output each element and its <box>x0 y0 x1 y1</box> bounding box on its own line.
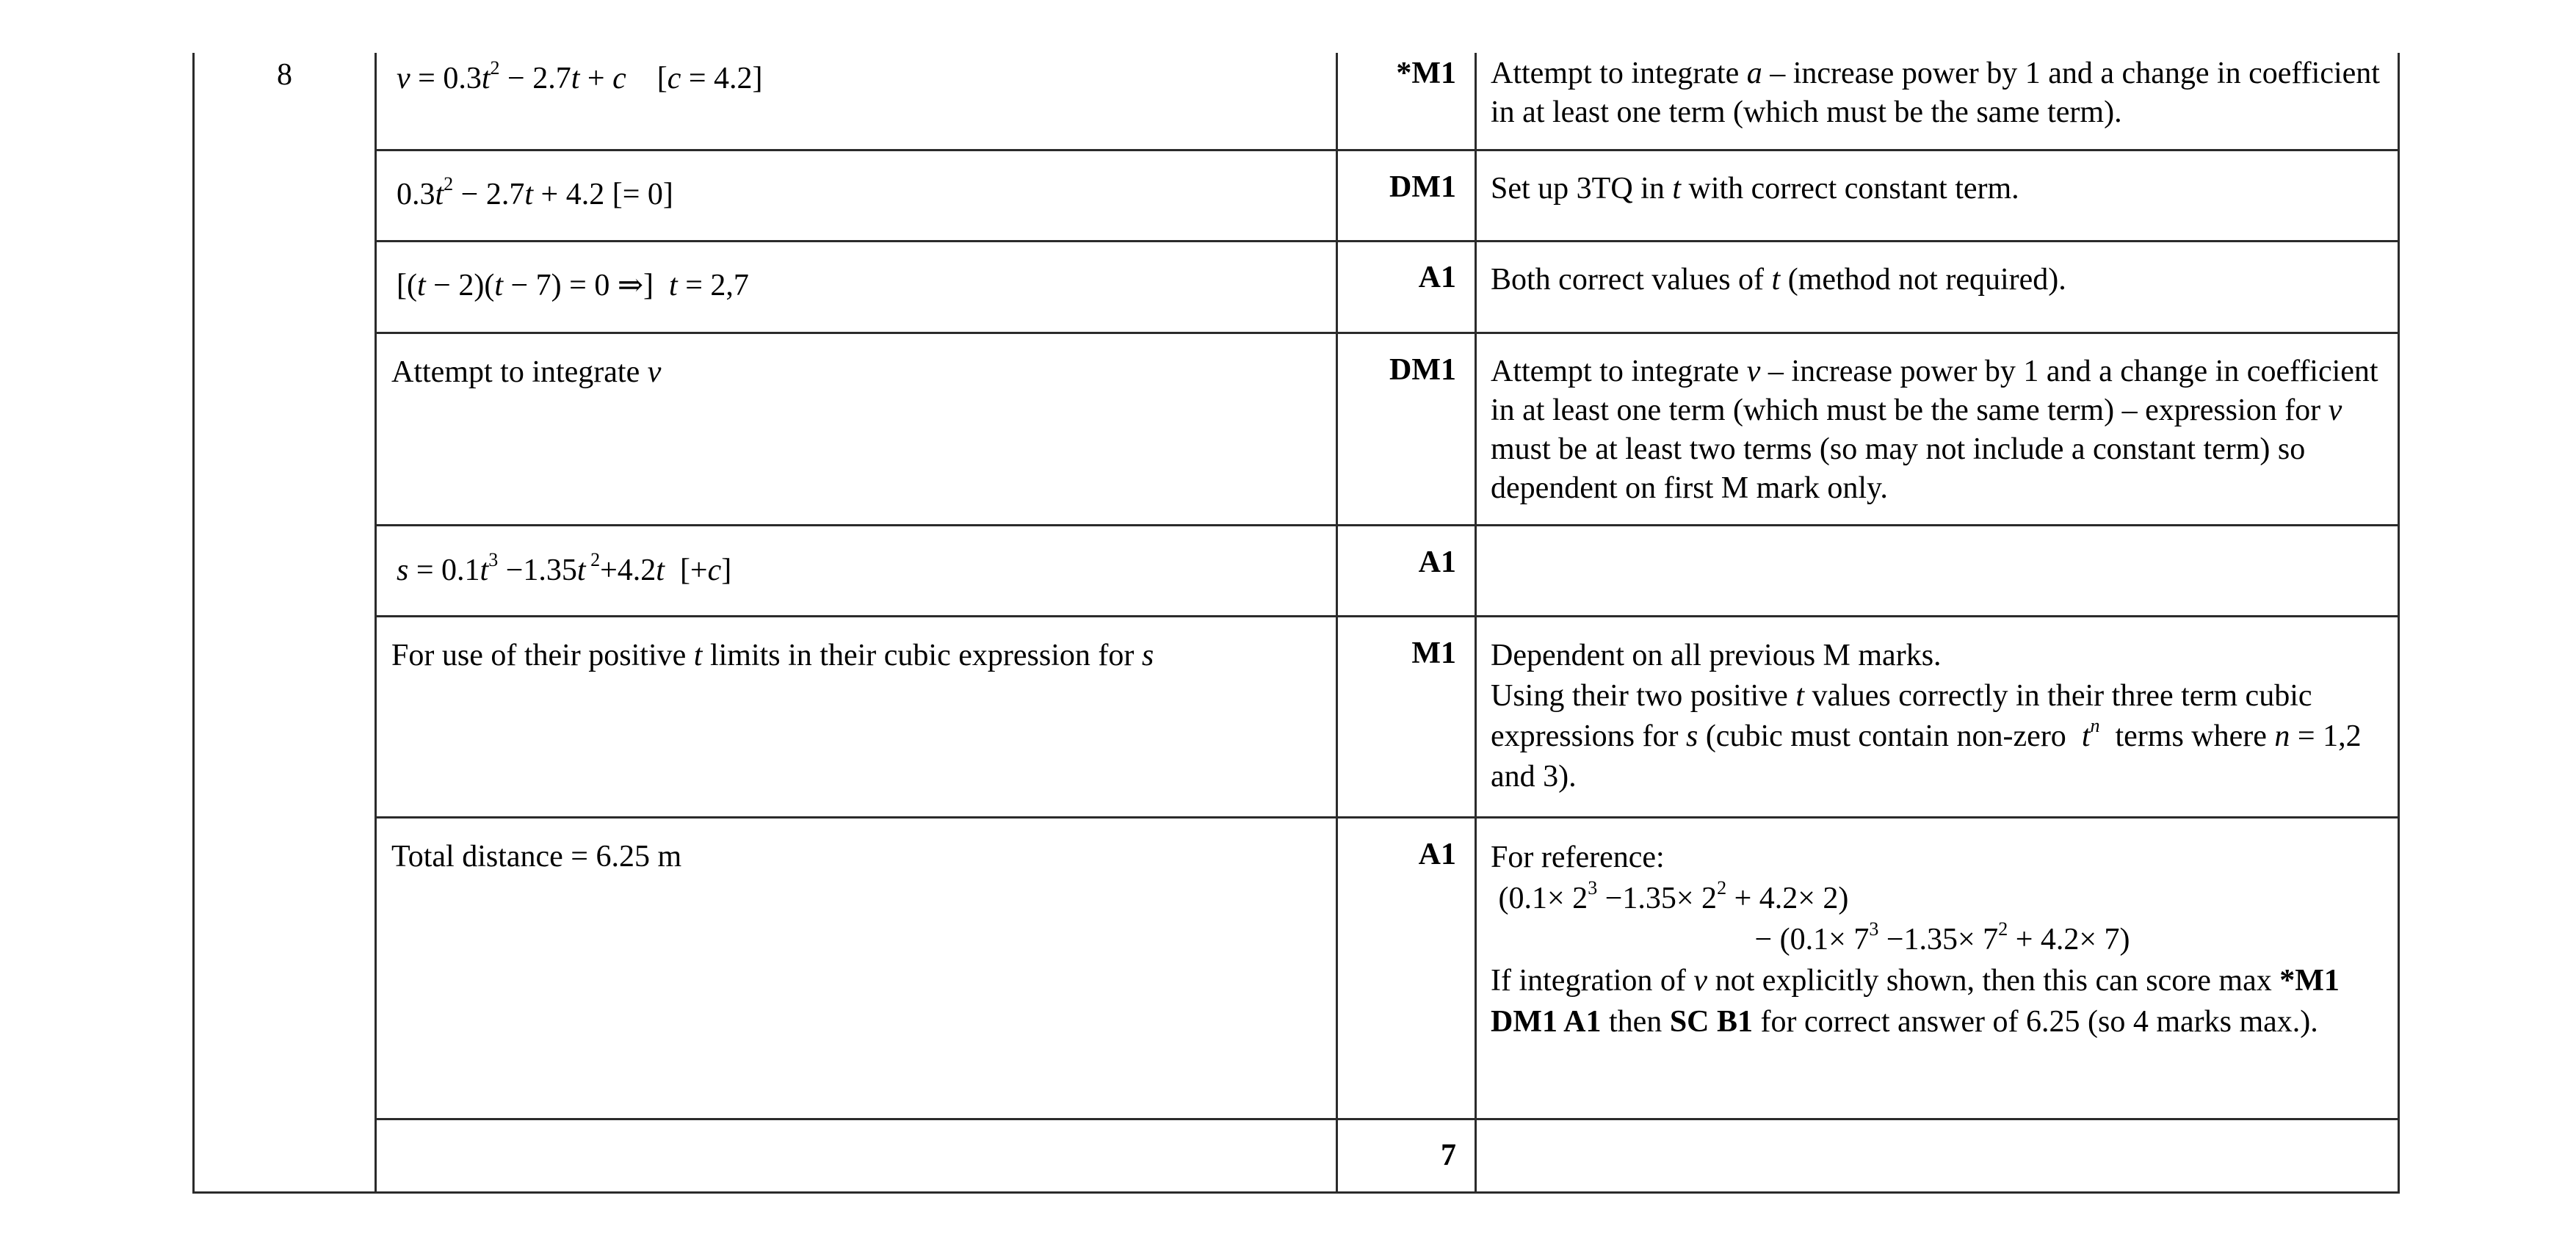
guidance-cell: Set up 3TQ in t with correct constant term. <box>1491 172 2019 206</box>
answer-cell: Attempt to integrate v <box>391 355 662 389</box>
answer-cell: $v = 0.3t^2 - 2.7t + c$ [c = 4.2] <box>397 57 763 95</box>
column-divider-marks <box>1336 53 1338 1193</box>
mark-total: 7 <box>1441 1139 1456 1172</box>
table-border-left <box>192 53 195 1193</box>
answer-cell: Total distance = 6.25 m <box>391 840 682 874</box>
mark-cell: *M1 <box>1396 57 1456 90</box>
row-separator <box>375 816 2400 818</box>
row-separator <box>375 1118 2400 1120</box>
mark-cell: DM1 <box>1389 353 1456 387</box>
answer-cell: $s = 0.1t^3 -1.35t$ $^2$+4.2t [+c] <box>397 549 732 587</box>
guidance-cell: For reference: $(0.1\times 2^3 -1.35\times 2^2 + 4.2\times 2)$ − $(0.1\times 7^3 -1.35\times 7^2 + 4.2\times 7)$ If integration of v not explicitly shown, then this can score max *M1 DM1 A1 then SC B1 for correct answer of 6.25 (so 4 marks max.). <box>1491 841 2340 1039</box>
mark-cell: A1 <box>1418 545 1456 579</box>
row-separator <box>375 615 2400 617</box>
guidance-cell: Attempt to integrate a – increase power by 1 and a change in coefficient in at least one term (which must be the same term). <box>1491 57 2380 129</box>
row-separator <box>375 149 2400 151</box>
answer-cell: [(t − 2)(t − 7) = 0 ⇒] t = 2,7 <box>397 269 749 302</box>
mark-cell: DM1 <box>1389 170 1456 204</box>
mark-cell: A1 <box>1418 838 1456 871</box>
column-divider-guidance <box>1475 53 1477 1193</box>
question-number: 8 <box>277 58 292 92</box>
row-separator <box>375 332 2400 334</box>
guidance-cell: Both correct values of t (method not required). <box>1491 263 2066 297</box>
mark-cell: A1 <box>1418 261 1456 294</box>
guidance-cell: Attempt to integrate v – increase power by 1 and a change in coefficient in at least one term (which must be the same term) – expression for v must be at least two terms (so may not include a constant term) so dependent on first M mark only. <box>1491 355 2378 505</box>
guidance-cell: Dependent on all previous M marks. Using their two positive t values correctly in their three term cubic expressions for s (cubic must contain non-zero $t^n$ terms where n = 1,2 and 3). <box>1491 639 2362 794</box>
column-divider-answer <box>375 53 377 1193</box>
row-separator <box>375 524 2400 526</box>
row-separator <box>375 240 2400 242</box>
answer-cell: $0.3t^2 - 2.7t + 4.2$ [= 0] <box>397 173 673 211</box>
table-border-right <box>2398 53 2400 1193</box>
mark-cell: M1 <box>1411 636 1456 670</box>
answer-cell: For use of their positive t limits in their cubic expression for s <box>391 639 1154 672</box>
table-border-bottom <box>192 1191 2400 1194</box>
